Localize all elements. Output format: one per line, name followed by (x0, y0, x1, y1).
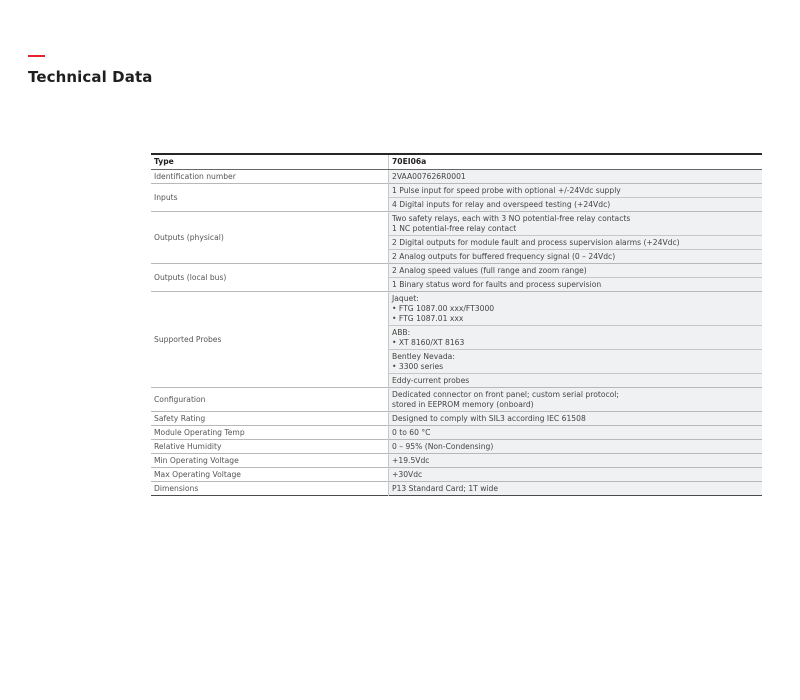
value-line: 2 Analog speed values (full range and zoom range) (392, 265, 587, 275)
value-line: Eddy-current probes (392, 375, 470, 385)
value-line: 1 NC potential-free relay contact (392, 223, 517, 233)
table-row (151, 440, 762, 454)
row-value (389, 250, 763, 264)
table-row (151, 170, 762, 184)
row-label: Module Operating Temp (151, 426, 389, 440)
value-line: 2 Digital outputs for module fault and process supervision alarms (+24Vdc) (392, 237, 680, 247)
table-row (151, 212, 762, 236)
table-row (151, 454, 762, 468)
value-line: Jaquet: (392, 293, 419, 303)
row-value (389, 426, 763, 440)
table-row (151, 412, 762, 426)
accent-bar (28, 55, 45, 57)
row-label: Min Operating Voltage (151, 454, 389, 468)
row-value (389, 374, 763, 388)
row-value (389, 468, 763, 482)
value-line: Bentley Nevada: (392, 351, 455, 361)
value-line: 2 Analog outputs for buffered frequency signal (0 – 24Vdc) (392, 251, 616, 261)
row-label: Dimensions (151, 482, 389, 496)
value-line: • 3300 series (392, 361, 444, 371)
row-label: Supported Probes (151, 292, 389, 388)
table-row (151, 426, 762, 440)
header-type-label: Type (151, 154, 389, 170)
row-value (389, 388, 763, 412)
row-value (389, 454, 763, 468)
table-row (151, 184, 762, 198)
row-value (389, 412, 763, 426)
row-value (389, 482, 763, 496)
page-title: Technical Data (28, 68, 153, 86)
row-value (389, 292, 763, 326)
row-value (389, 278, 763, 292)
row-label: Safety Rating (151, 412, 389, 426)
row-value (389, 170, 763, 184)
value-line: 2VAA007626R0001 (392, 171, 466, 181)
row-label: Identification number (151, 170, 389, 184)
value-line: P13 Standard Card; 1T wide (392, 483, 499, 493)
value-line: Two safety relays, each with 3 NO potential-free relay contacts (392, 213, 631, 223)
value-line: 1 Pulse input for speed probe with optional +/-24Vdc supply (392, 185, 621, 195)
value-line: Dedicated connector on front panel; custom serial protocol; (392, 389, 619, 399)
row-label: Relative Humidity (151, 440, 389, 454)
row-value (389, 264, 763, 278)
row-label: Outputs (physical) (151, 212, 389, 264)
row-label: Configuration (151, 388, 389, 412)
table-row (151, 388, 762, 412)
row-value (389, 440, 763, 454)
value-line: 0 – 95% (Non-Condensing) (392, 441, 494, 451)
technical-data-table (151, 153, 762, 496)
table-row (151, 482, 762, 496)
value-line: • FTG 1087.01 xxx (392, 313, 464, 323)
value-line: • FTG 1087.00 xxx/FT3000 (392, 303, 495, 313)
row-label: Outputs (local bus) (151, 264, 389, 292)
header-type-value: 70EI06a (389, 154, 763, 170)
value-line: 4 Digital inputs for relay and overspeed testing (+24Vdc) (392, 199, 611, 209)
value-line: +19.5Vdc (392, 455, 430, 465)
table-row (151, 468, 762, 482)
row-value (389, 350, 763, 374)
table-header-row (151, 154, 762, 170)
table-row (151, 292, 762, 326)
value-line: ABB: (392, 327, 411, 337)
value-line: +30Vdc (392, 469, 423, 479)
value-line: • XT 8160/XT 8163 (392, 337, 465, 347)
value-line: 0 to 60 °C (392, 427, 431, 437)
row-label: Max Operating Voltage (151, 468, 389, 482)
row-value (389, 326, 763, 350)
value-line: 1 Binary status word for faults and process supervision (392, 279, 602, 289)
row-value (389, 184, 763, 198)
value-line: Designed to comply with SIL3 according IEC 61508 (392, 413, 586, 423)
table-row (151, 264, 762, 278)
value-line: stored in EEPROM memory (onboard) (392, 399, 534, 409)
row-value (389, 236, 763, 250)
row-value (389, 198, 763, 212)
row-label: Inputs (151, 184, 389, 212)
row-value (389, 212, 763, 236)
